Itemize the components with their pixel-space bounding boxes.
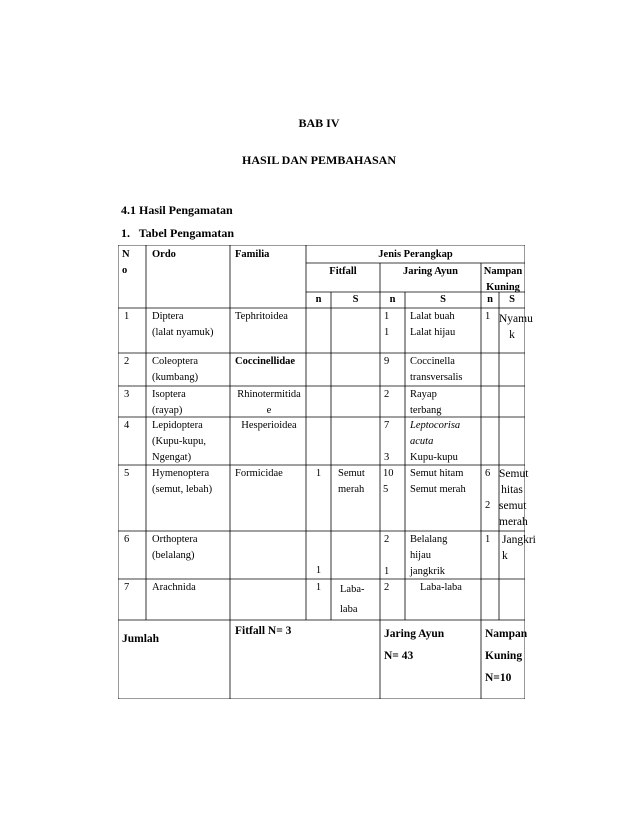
row-1-jaring-s: Lalat buah Lalat hijau [410, 311, 456, 338]
section-subheading: 1. Tabel Pengamatan [121, 226, 235, 240]
row-1-no: 1 [124, 311, 130, 322]
row-6-jaring-s: Belalang hijau jangkrik [410, 534, 448, 577]
row-4-jaring-s-italic: Leptocorisa acuta [410, 420, 461, 447]
header-familia: Familia [235, 249, 270, 260]
row-5-fitfall-s: Semut merah [338, 468, 365, 495]
row-2-no: 2 [124, 356, 130, 367]
row-2-jaring-s: Coccinella transversalis [410, 356, 463, 383]
total-jaring: Jaring Ayun N= 43 [384, 628, 445, 662]
header-jaring-ayun: Jaring Ayun [403, 266, 458, 277]
row-4-jaring-n: 7 3 [384, 420, 390, 463]
row-7-jaring-s: Laba-laba [420, 582, 462, 593]
row-3-no: 3 [124, 389, 130, 400]
row-5-nampan-n: 6 2 [485, 468, 491, 511]
row-3-jaring-s: Rayap terbang [410, 389, 442, 416]
row-2-jaring-n: 9 [384, 356, 390, 367]
row-7-no: 7 [124, 582, 130, 593]
row-3-familia: Rhinotermitida e [237, 389, 301, 416]
row-3-ordo: Isoptera (rayap) [152, 389, 186, 416]
row-6-jaring-n: 2 1 [384, 534, 390, 577]
row-5-jaring-n: 10 5 [383, 468, 394, 495]
row-1-ordo: Diptera (lalat nyamuk) [152, 311, 214, 338]
row-5-jaring-s: Semut hitam Semut merah [410, 468, 466, 495]
header-ordo: Ordo [152, 249, 176, 260]
row-6-nampan-n: 1 [485, 534, 491, 545]
header-jenis-perangkap: Jenis Perangkap [378, 249, 453, 260]
header-fitfall-n: n [315, 294, 322, 305]
row-1-nampan-n: 1 [485, 311, 491, 322]
row-3-jaring-n: 2 [384, 389, 390, 400]
row-6-ordo: Orthoptera (belalang) [152, 534, 198, 561]
row-1-familia: Tephritoidea [235, 311, 288, 322]
header-fitfall-s: S [352, 294, 359, 305]
row-4-no: 4 [124, 420, 130, 431]
row-6-no: 6 [124, 534, 130, 545]
chapter-subtitle: HASIL DAN PEMBAHASAN [241, 153, 397, 167]
row-5-fitfall-n: 1 [315, 468, 322, 479]
total-nampan: Nampan Kuning N=10 [485, 628, 528, 684]
row-7-ordo: Arachnida [152, 582, 196, 593]
row-5-ordo: Hymenoptera (semut, lebah) [152, 468, 213, 495]
header-jaring-n: n [389, 294, 396, 305]
header-jaring-s: S [440, 294, 446, 305]
row-6-fitfall-n: 1 [315, 565, 322, 576]
header-nampan-n: n [487, 294, 493, 305]
header-nampan-s: S [509, 294, 515, 305]
row-7-fitfall-s: Laba- laba [340, 584, 365, 615]
row-1-nampan-s: Nyamu k [499, 313, 533, 341]
row-4-jaring-s: Kupu-kupu [410, 452, 458, 463]
row-6-nampan-s: Jangkri k [502, 534, 536, 562]
header-no: N o [122, 249, 130, 276]
row-4-familia: Hesperioidea [241, 420, 297, 431]
row-7-jaring-n: 2 [384, 582, 390, 593]
header-fitfall: Fitfall [329, 266, 357, 277]
row-4-ordo: Lepidoptera (Kupu-kupu, Ngengat) [152, 420, 206, 463]
total-fitfall: Fitfall N= 3 [235, 625, 292, 637]
row-2-ordo: Coleoptera (kumbang) [152, 356, 199, 383]
row-5-familia: Formicidae [235, 468, 283, 479]
observation-table [118, 245, 536, 699]
section-heading: 4.1 Hasil Pengamatan [121, 203, 233, 217]
row-1-jaring-n: 1 1 [384, 311, 390, 338]
row-5-no: 5 [124, 468, 130, 479]
row-5-nampan-s: Semut hitas semut merah [499, 468, 529, 528]
row-2-familia: Coccinellidae [235, 356, 296, 367]
row-7-fitfall-n: 1 [315, 582, 322, 593]
header-nampan-kuning: Nampan Kuning [483, 266, 523, 293]
chapter-title: BAB IV [298, 116, 340, 130]
total-label: Jumlah [122, 633, 160, 645]
